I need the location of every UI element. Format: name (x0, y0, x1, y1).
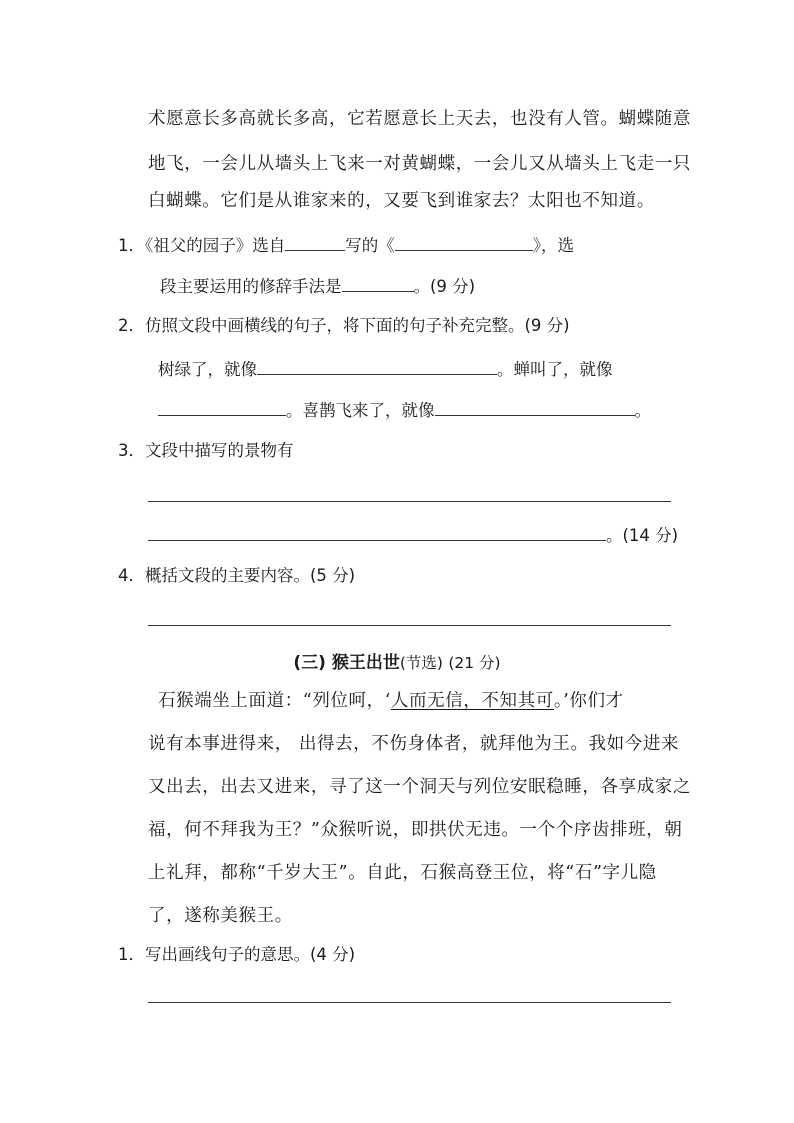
passage2-line1 (158, 690, 678, 712)
question-1-line2 (160, 274, 680, 298)
answer-blank-magpie[interactable] (435, 398, 635, 416)
question-3-line2 (148, 523, 678, 547)
question-text: 文段中描写的景物有 (145, 441, 294, 460)
passage2-line5: 上礼拜，都称“千岁大王”。自此，石猴高登王位，将“石”字儿隐 (148, 863, 657, 883)
question-text: 树绿了，就像 (158, 360, 257, 379)
section-title-main: (三) 猴王出世 (293, 653, 400, 673)
section-title-score: (21 分) (448, 654, 501, 672)
question-2 (118, 315, 678, 337)
question-number: 4． (118, 566, 145, 585)
question-text: 。 (634, 401, 651, 420)
answer-blank-author[interactable] (285, 233, 345, 251)
question-text: 段主要运用的修辞手法是 (160, 277, 342, 296)
passage2-line2: 说有本事进得来， 出得去，不伤身体者，就拜他为王。我如今进来 (148, 734, 680, 754)
question-number: 3． (118, 441, 145, 460)
passage1-line1: 术愿意长多高就长多高，它若愿意长上天去，也没有人管。蝴蝶随意 (148, 109, 691, 129)
question-score: 。(9 分) (413, 277, 476, 296)
section-title-note: (节选) (399, 654, 443, 672)
passage2-line4: 福，何不拜我为王？”众猴听说，即拱伏无违。一个个序齿排班，朝 (148, 820, 683, 840)
section-title (0, 648, 794, 673)
answer-line[interactable] (148, 500, 671, 502)
question-text: 》，选 (532, 236, 574, 255)
answer-line[interactable] (148, 624, 671, 626)
passage1-line3: 白蝴蝶。它们是从谁家来的，又要飞到谁家去？太阳也不知道。 (148, 191, 655, 211)
answer-blank-rhetoric[interactable] (342, 274, 414, 292)
answer-line[interactable] (148, 1001, 671, 1003)
question-text: 仿照文段中画横线的句子，将下面的句子补充完整。(9 分) (145, 316, 570, 335)
section3-question-1 (118, 944, 678, 966)
question-text: 概括文段的主要内容。(5 分) (145, 566, 356, 585)
question-text: 。蝉叫了，就像 (497, 360, 613, 379)
passage-text: 。’你们才 (553, 691, 624, 711)
passage1-line2: 地飞，一会儿从墙头上飞来一对黄蝴蝶，一会儿又从墙头上飞走一只 (148, 154, 691, 174)
answer-blank-cicada[interactable] (158, 398, 286, 416)
question-score: 。(14 分) (606, 526, 679, 545)
answer-blank-book[interactable] (395, 233, 533, 251)
question-text: 《祖父的园子》选自 (145, 236, 286, 255)
question-2-line3 (158, 398, 678, 422)
answer-blank-scenery[interactable] (148, 523, 606, 541)
question-2-line2 (158, 357, 678, 381)
underlined-sentence: 人而无信，不知其可 (390, 691, 554, 711)
passage2-line6: 了，遂称美猴王。 (148, 906, 293, 926)
question-number: 2． (118, 316, 145, 335)
passage2-line3: 又出去，出去又进来，寻了这一个洞天与列位安眠稳睡，各享成家之 (148, 777, 691, 797)
question-number: 1． (118, 236, 145, 255)
question-text: 。喜鹊飞来了，就像 (286, 401, 435, 420)
question-4 (118, 565, 678, 587)
answer-blank-tree[interactable] (257, 357, 497, 375)
question-text: 写的《 (345, 236, 395, 255)
passage-text: 石猴端坐上面道：“列位呵，‘ (158, 691, 391, 711)
question-3 (118, 440, 678, 462)
question-number: 1． (118, 945, 145, 964)
question-text: 写出画线句子的意思。(4 分) (145, 945, 356, 964)
question-1 (118, 233, 678, 257)
